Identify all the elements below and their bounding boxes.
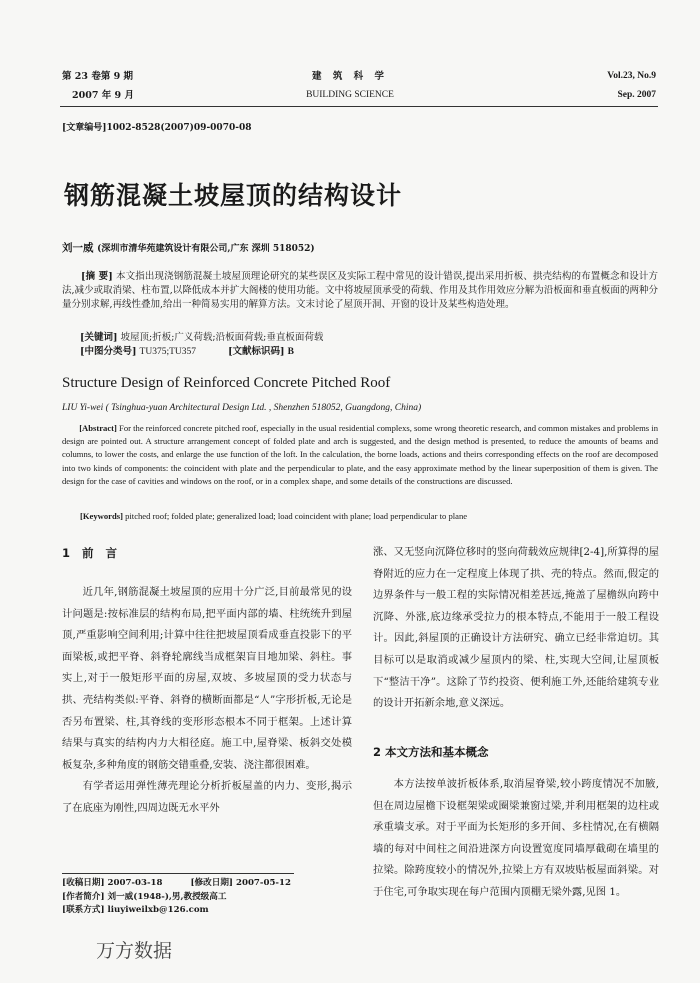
header-date-cn: 2007 年 9 月 — [72, 90, 134, 101]
footnote-rule — [62, 873, 294, 874]
classification — [80, 345, 660, 359]
keywords-en — [80, 510, 660, 523]
keywords-en-text: pitched roof; folded plate; generalized load; load coincident with plane; load perpendicular to plane — [125, 511, 468, 521]
right-paragraph-1: 涨、又无竖向沉降位移时的竖向荷载效应规律[2-4],所算得的屋脊附近的应力在一定程度上体现了拱、壳的特点。然而,假定的边界条件与一般工程的实际情况相差甚远,掩盖了屋檐纵向跨中沉降、外涨,底边缘承受拉力的根本特点,不能用于一般工程设计。因此,斜屋顶的正确设计方法研究、确立已经非常迫切。其目标可以是取消或减少屋顶内的梁、柱,实现大空间,让屋顶板下“整洁干净”。这除了节约投资、便利施工外,还能给建筑专业的设计开拓新余地,意义深远。 — [373, 546, 659, 710]
author-contact: [联系方式] liuyiweilxb@126.com — [62, 905, 209, 915]
class-no: TU375;TU357 — [139, 347, 196, 357]
revised-date: [修改日期] 2007-05-12 — [190, 878, 291, 888]
abstract-cn — [62, 270, 658, 312]
footnote-dates — [62, 877, 362, 891]
section-2-heading: 2 本文方法和基本概念 — [373, 745, 489, 759]
section-1-heading: 1 前 言 — [62, 546, 118, 560]
left-paragraph-1: 近几年,钢筋混凝土坡屋顶的应用十分广泛,目前最常见的设计问题是:按标准层的结构布局,把平面内部的墙、柱统统升到屋顶,严重影响空间利用;计算中往往把坡屋顶看成垂直投影下的平面梁板,或把平脊、斜脊轮廓线当成框架盲目地加梁、斜柱。事实上,对于一般矩形平面的房屋,双坡、多坡屋顶的受力状态与拱、壳结构类似:平脊、斜脊的横断面都是“人”字形折板,无论是否另布置梁、柱,其脊线的变形形态根本不同于框架。上述计算结果与真实的结构内力大相径庭。施工中,屋脊梁、板斜交处模板复杂,多种角度的钢筋交错重叠,安装、浇注都很困难。 — [62, 586, 352, 771]
keywords-en-label: [Keywords] — [80, 511, 123, 521]
keywords-cn-text: 坡屋顶;折板;广义荷载;沿板面荷载;垂直板面荷载 — [120, 332, 324, 343]
keywords-cn-label: [关键词] — [80, 332, 118, 343]
header-volume-en: Vol.23, No.9 — [607, 71, 656, 81]
keywords-cn — [80, 331, 660, 345]
page-title: 钢筋混凝土坡屋顶的结构设计 — [64, 181, 403, 210]
doc-code-label: [文献标识码] — [228, 346, 285, 357]
author-affiliation: (深圳市清华苑建筑设计有限公司,广东 深圳 518052) — [97, 244, 315, 254]
author-bio: [作者简介] 刘一威(1948-),男,教授级高工 — [62, 891, 227, 902]
english-title: Structure Design of Reinforced Concrete Pitched Roof — [62, 375, 391, 391]
header-date-en: Sep. 2007 — [617, 90, 656, 100]
abstract-en-label: [Abstract] — [79, 423, 117, 433]
abstract-cn-label: [摘 要] — [81, 271, 113, 282]
article-number: [文章编号]1002-8528(2007)09-0070-08 — [62, 123, 252, 133]
header-journal-cn: 建 筑 科 学 — [312, 71, 388, 82]
header-journal-en: BUILDING SCIENCE — [306, 90, 394, 100]
header-volume-cn: 第 23 卷第 9 期 — [62, 71, 134, 82]
class-no-label: [中图分类号] — [80, 346, 137, 357]
author-name: 刘一威 — [62, 242, 94, 254]
left-column — [62, 582, 352, 820]
abstract-en — [62, 422, 658, 488]
abstract-en-text: For the reinforced concrete pitched roof, especially in the usual residential complexs, some wrong theoretic research, and common mistakes and problems in design are pointed out. A structure arrangement concept of folded plate and arch is suggested, and the design method is presented, to reduce the amounts of beams and columns, to lower the costs, and enlarge the use function of the loft. In the calculation, the borne loads, actions and theirs corresponding effects on the roof are decomposed into two kinds of components: the coincident with plate and the perpendicular to plate, and the easy approximate method by the linear superposition of them is given. The design for the case of cavities and windows on the roof, or in a complex shape, and some details of the constructions are discussed. — [62, 423, 658, 486]
right-column — [373, 542, 659, 715]
right-column-2 — [373, 774, 659, 904]
received-date: [收稿日期] 2007-03-18 — [62, 878, 163, 888]
right-paragraph-2: 本方法按单波折板体系,取消屋脊梁,较小跨度情况不加腋,但在周边屋檐下设框架梁或圈梁兼窗过梁,并利用框架的边柱或承重墙支承。对于平面为长矩形的多开间、多柱情况,在有横隔墙的每对中间柱之间沿进深方向设置宽度同墙厚截砌在墙里的拉梁。除跨度较小的情况外,拉梁上方有双坡贴板屋面斜梁。对于住宅,可争取实现在每户范围内顶棚无梁外露,见图 1。 — [373, 778, 659, 898]
footnotes — [62, 877, 362, 918]
english-author: LIU Yi-wei ( Tsinghua-yuan Architectural Design Ltd. , Shenzhen 518052, Guangdong, China) — [62, 403, 422, 413]
header-rule — [60, 106, 658, 107]
abstract-cn-text: 本文指出现浇钢筋混凝土坡屋顶理论研究的某些误区及实际工程中常见的设计错误,提出采用折板、拱壳结构的布置概念和设计方法,减少或取消梁、柱布置,以降低成本并扩大阁楼的使用功能。文中将坡屋顶承受的荷载、作用及其作用效应分解为沿板面和垂直板面的两种分量分别求解,再线性叠加,给出一种简易实用的解算方法。文末讨论了屋顶开洞、开窗的设计及某些构造处理。 — [62, 271, 658, 310]
doc-code: B — [287, 347, 294, 357]
author-block — [62, 240, 315, 255]
left-paragraph-2: 有学者运用弹性薄壳理论分析折板屋盖的内力、变形,揭示了在底座为刚性,四周边既无水平外 — [62, 780, 352, 814]
watermark-text: 万方数据 — [96, 940, 173, 962]
